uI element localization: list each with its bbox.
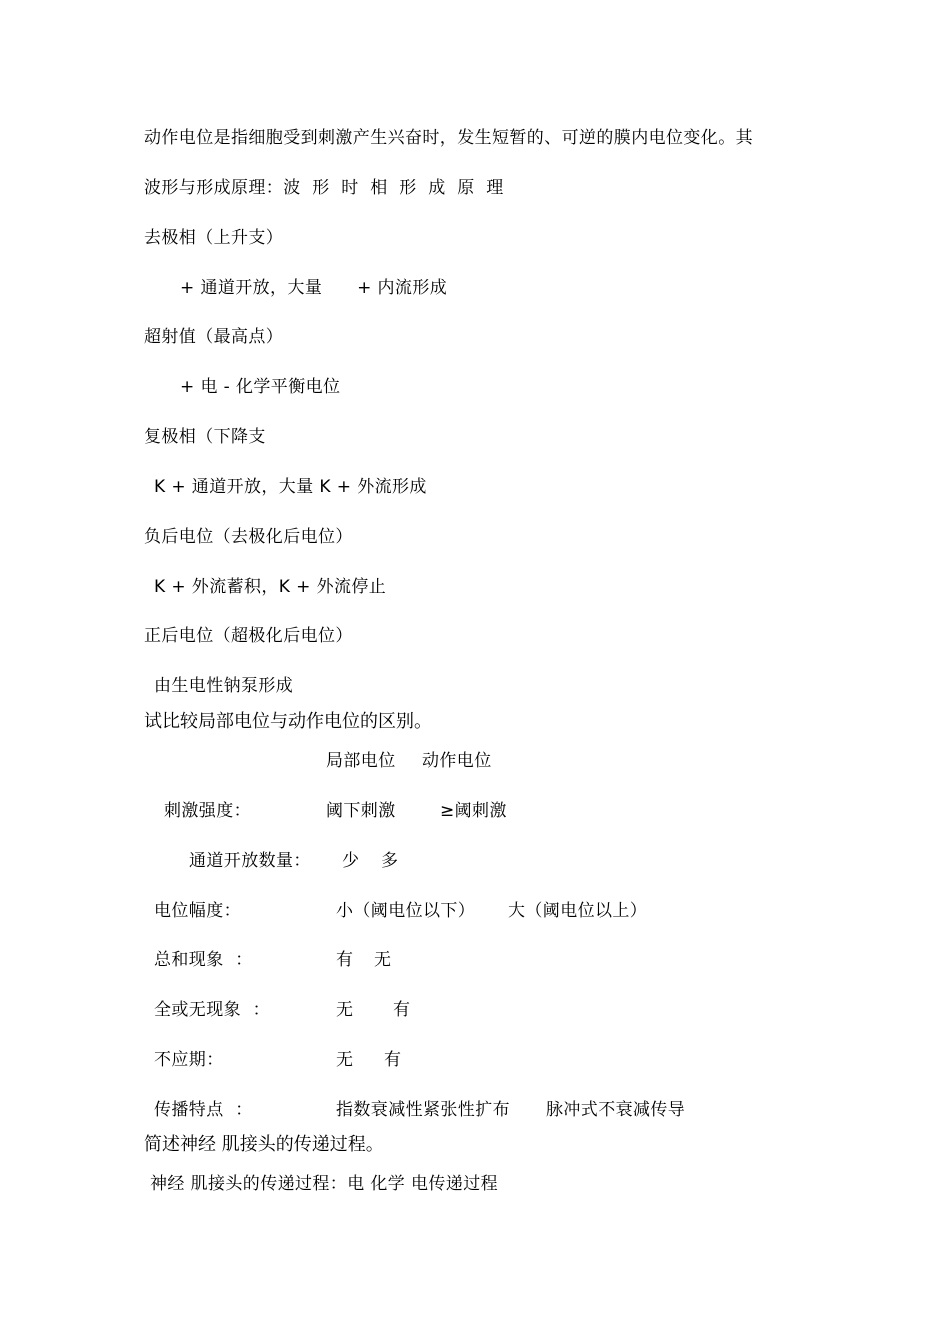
repolarization-desc: K + 通道开放，大量 K + 外流形成 [154, 477, 427, 497]
row-local-value: 无 [336, 1050, 354, 1070]
overshoot-title: 超射值（最高点） [144, 327, 284, 347]
waveform-title: 波形与形成原理：波 形 时 相 形 成 原 理 [144, 178, 504, 198]
row-label: 全或无现象 ： [154, 1000, 271, 1020]
comparison-question: 试比较局部电位与动作电位的区别。 [144, 711, 432, 732]
intro-text: 动作电位是指细胞受到刺激产生兴奋时，发生短暂的、可逆的膜内电位变化。其 [144, 128, 753, 148]
positive-after-title: 正后电位（超极化后电位） [144, 626, 353, 646]
row-label: 刺激强度： [164, 801, 251, 821]
nmj-answer: 神经 肌接头的传递过程：电 化学 电传递过程 [150, 1174, 499, 1194]
row-local-value: 少 [342, 851, 360, 871]
row-action-value: 无 [374, 950, 392, 970]
row-local-value: 小（阈电位以下） [336, 901, 476, 921]
header-local-potential: 局部电位 [326, 751, 396, 771]
row-label: 传播特点 ： [154, 1100, 253, 1120]
row-action-value: 有 [393, 1000, 411, 1020]
row-label: 不应期： [154, 1050, 224, 1070]
depolarization-title: 去极相（上升支） [144, 228, 284, 248]
row-label: 电位幅度： [154, 901, 241, 921]
row-action-value: 多 [381, 851, 399, 871]
row-local-value: 有 [336, 950, 354, 970]
negative-after-desc: K + 外流蓄积，K + 外流停止 [154, 577, 387, 597]
row-action-value: 有 [384, 1050, 402, 1070]
row-label: 总和现象 ： [154, 950, 253, 970]
positive-after-desc: 由生电性钠泵形成 [154, 676, 294, 696]
row-local-value: 无 [336, 1000, 354, 1020]
overshoot-desc: + 电 - 化学平衡电位 [180, 377, 341, 397]
repolarization-title: 复极相（下降支 [144, 427, 266, 447]
row-local-value: 指数衰减性紧张性扩布 [336, 1100, 510, 1120]
row-action-value: ≥阈刺激 [440, 801, 507, 821]
header-action-potential: 动作电位 [422, 751, 492, 771]
depolarization-desc: + 通道开放，大量 + 内流形成 [180, 278, 448, 298]
row-label: 通道开放数量： [189, 851, 311, 871]
row-action-value: 脉冲式不衰减传导 [546, 1100, 686, 1120]
row-action-value: 大（阈电位以上） [508, 901, 648, 921]
nmj-question: 简述神经 肌接头的传递过程。 [144, 1134, 384, 1155]
row-local-value: 阈下刺激 [326, 801, 396, 821]
negative-after-title: 负后电位（去极化后电位） [144, 527, 353, 547]
